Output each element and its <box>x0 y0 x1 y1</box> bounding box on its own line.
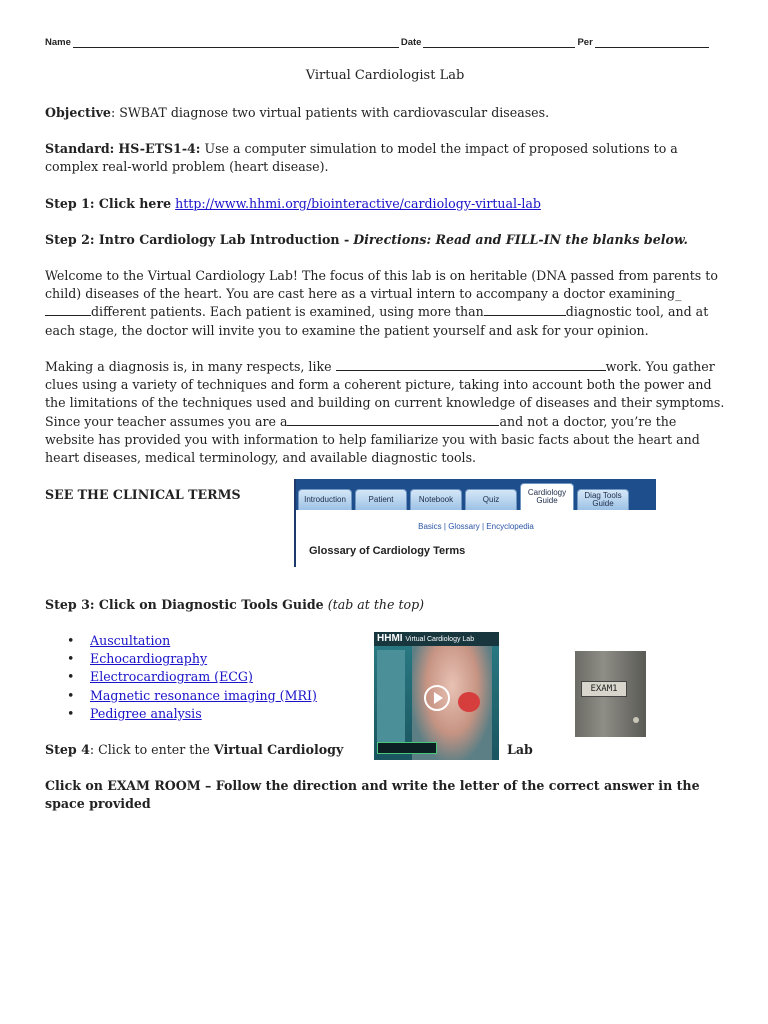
diagnostic-tools-list <box>67 632 317 723</box>
exam-room-door-image[interactable] <box>575 651 646 737</box>
para1-text-b: different patients. Each patient is examined, using more than <box>91 304 484 320</box>
list-item <box>67 668 317 686</box>
clinical-terms-heading <box>45 486 245 504</box>
exam-room-instructions <box>45 777 725 813</box>
step-4-text: : Click to enter the <box>89 742 210 757</box>
step-3-note: (tab at the top) <box>327 597 425 612</box>
virtual-lab-video-thumbnail[interactable] <box>374 632 499 760</box>
objective-text: SWBAT diagnose two virtual patients with cardiovascular diseases. <box>119 105 550 120</box>
blank-like-work[interactable] <box>336 358 606 371</box>
tab-notebook: Notebook <box>410 489 462 510</box>
ecg-monitor-icon <box>377 742 437 754</box>
mri-link[interactable]: Magnetic resonance imaging (MRI) <box>90 687 317 703</box>
blank-patients[interactable] <box>45 303 91 316</box>
step-4-end-text: Lab <box>507 742 533 757</box>
clinical-terms-text: SEE THE CLINICAL TERMS <box>45 487 241 502</box>
blank-you-are-a[interactable] <box>287 413 499 426</box>
step-1 <box>45 195 725 213</box>
objective-label: Objective <box>45 105 111 120</box>
list-item <box>67 632 317 650</box>
name-label: Name <box>45 37 71 48</box>
para2-text-c: and not a doctor, you’re the website has provided you with information to help familiarize you with basic facts about the heart and heart diseases, medical terminology, and available diagnostic tools. <box>45 413 700 466</box>
date-label: Date <box>400 37 422 48</box>
per-line[interactable] <box>595 38 709 48</box>
list-item <box>67 650 317 668</box>
hhmi-banner-text: Virtual Cardiology Lab <box>405 636 475 643</box>
student-header <box>45 37 725 48</box>
hhmi-logo-text: HHMI <box>377 633 403 644</box>
intro-paragraph-2 <box>45 358 725 467</box>
step-3 <box>45 596 725 614</box>
step-3-label: Step 3: Click on Diagnostic Tools Guide <box>45 597 324 612</box>
step-2 <box>45 231 725 249</box>
date-line[interactable] <box>423 38 575 48</box>
tab-cardiology-guide: Cardiology Guide <box>520 483 574 510</box>
cardiology-lab-link[interactable]: http://www.hhmi.org/biointeractive/cardiology-virtual-lab <box>175 196 541 211</box>
per-label: Per <box>577 37 593 48</box>
door-knob-icon <box>633 717 639 723</box>
tab-diag-tools-guide: Diag Tools Guide <box>577 489 629 510</box>
standard-label: Standard: <box>45 141 115 156</box>
ecg-link[interactable]: Electrocardiogram (ECG) <box>90 669 253 685</box>
tab-quiz: Quiz <box>465 489 517 510</box>
para2-text-a: Making a diagnosis is, in many respects, like <box>45 359 332 374</box>
para1-text-a: Welcome to the Virtual Cardiology Lab! The focus of this lab is on heritable (DNA passed from parents to child) diseases of the heart. You are cast here as a virtual intern to accompany a doctor examining_ <box>45 268 718 302</box>
echocardiography-link[interactable]: Echocardiography <box>90 651 208 667</box>
blank-diagnostic-tool[interactable] <box>484 303 566 316</box>
standard-text: Use a computer simulation to model the impact of proposed solutions to a complex real-world problem (heart disease). <box>45 141 678 175</box>
objective: Objective: SWBAT diagnose two virtual patients with cardiovascular diseases. <box>45 105 550 120</box>
auscultation-link[interactable]: Auscultation <box>90 633 171 648</box>
list-item <box>67 687 317 705</box>
step-4-bold: Virtual Cardiology <box>213 742 344 757</box>
list-item <box>67 705 317 723</box>
para2-text-b: work. You gather clues using a variety of techniques and form a coherent picture, taking into account both the power and the limitations of the techniques used and building on current knowledge of diseases and their symptoms. Since your teacher assumes you are a <box>45 359 725 429</box>
screenshot-sublinks: Basics | Glossary | Encyclopedia <box>418 522 534 531</box>
page-title: Virtual Cardiologist Lab <box>305 68 465 83</box>
step-4-end <box>507 741 547 759</box>
step-4-label: Step 4 <box>45 742 90 757</box>
side-panel <box>377 650 405 754</box>
exam-room-text: Click on EXAM ROOM – Follow the direction and write the letter of the correct answer in the space provided <box>45 778 700 812</box>
heart-icon <box>458 692 480 712</box>
cardiology-guide-screenshot <box>294 479 656 567</box>
standard-code: HS-ETS1-4: <box>118 141 201 156</box>
exam-door-plate: EXAM1 <box>581 681 627 697</box>
step-2-directions: Directions: Read and FILL-IN the blanks below. <box>353 232 688 247</box>
para1-text-c: diagnostic tool, and at each stage, the doctor will invite you to examine the patient yourself and ask for your opinion. <box>45 304 709 338</box>
screenshot-tab-bar <box>296 479 656 510</box>
step-2-label: Step 2: Intro Cardiology Lab Introduction - <box>45 232 350 247</box>
name-line[interactable] <box>73 38 399 48</box>
standard <box>45 140 725 176</box>
step-1-label: Step 1: Click here <box>45 196 172 211</box>
step-4 <box>45 741 345 759</box>
play-icon[interactable] <box>424 685 450 711</box>
pedigree-link[interactable]: Pedigree analysis <box>90 705 202 721</box>
screenshot-heading: Glossary of Cardiology Terms <box>309 545 466 557</box>
intro-paragraph-1 <box>45 267 725 340</box>
tab-introduction: Introduction <box>298 489 352 510</box>
tab-patient: Patient <box>355 489 407 510</box>
hhmi-logo <box>374 632 499 646</box>
